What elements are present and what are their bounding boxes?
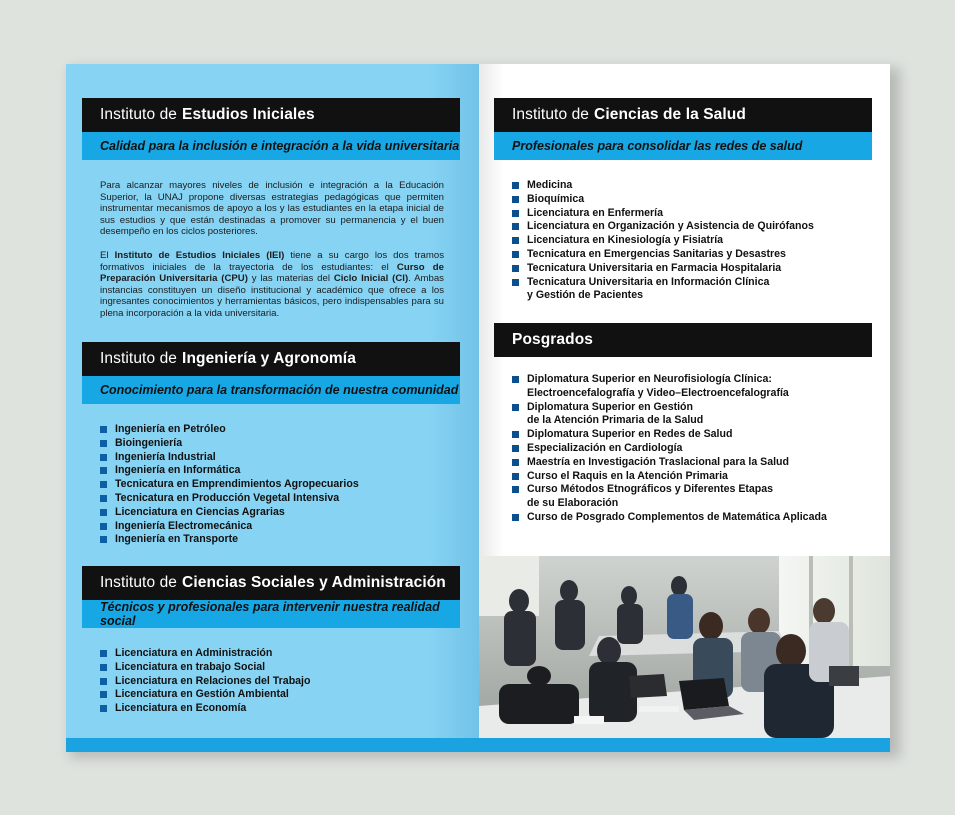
list-item: Maestría en Investigación Traslacional para la Salud bbox=[512, 456, 882, 470]
list-item: Licenciatura en trabajo Social bbox=[100, 661, 450, 675]
bullet-square-icon bbox=[100, 495, 107, 502]
bullet-square-icon bbox=[512, 445, 519, 452]
ingenieria-header bbox=[82, 342, 460, 376]
bullet-square-icon bbox=[100, 523, 107, 530]
list-item-continuation: Electroencefalografía y Video–Electroencefalografía bbox=[527, 386, 789, 399]
list-item: Curso el Raquis en la Atención Primaria bbox=[512, 470, 882, 484]
sociales-section bbox=[82, 566, 460, 628]
bullet-square-icon bbox=[100, 467, 107, 474]
bullet-square-icon bbox=[100, 691, 107, 698]
left-bottom-bar bbox=[66, 738, 479, 752]
bullet-square-icon bbox=[512, 376, 519, 383]
posgrados-list bbox=[512, 373, 882, 525]
list-item: Tecnicatura en Producción Vegetal Intensiva bbox=[100, 492, 450, 506]
bullet-square-icon bbox=[512, 265, 519, 272]
list-item: Curso Métodos Etnográficos y Diferentes Etapas bbox=[512, 483, 882, 497]
list-item: Tecnicatura Universitaria en Información Clínica bbox=[512, 276, 877, 290]
header-title: Estudios Iniciales bbox=[182, 106, 315, 123]
salud-header bbox=[494, 98, 872, 132]
header-title: Ingeniería y Agronomía bbox=[182, 350, 356, 367]
classroom-photo bbox=[479, 556, 890, 738]
bullet-square-icon bbox=[100, 440, 107, 447]
list-item: Licenciatura en Relaciones del Trabajo bbox=[100, 675, 450, 689]
list-item: Tecnicatura en Emergencias Sanitarias y Desastres bbox=[512, 248, 877, 262]
list-item: Medicina bbox=[512, 179, 877, 193]
header-prefix: Instituto de bbox=[100, 350, 178, 367]
list-item: Licenciatura en Kinesiología y Fisiatría bbox=[512, 234, 877, 248]
bullet-square-icon bbox=[512, 486, 519, 493]
estudios-paragraph-2 bbox=[100, 250, 444, 320]
list-item: Diplomatura Superior en Redes de Salud bbox=[512, 428, 882, 442]
header-prefix: Instituto de bbox=[100, 106, 178, 123]
classroom-photo-illustration bbox=[479, 556, 890, 738]
header-prefix: Instituto de bbox=[512, 106, 590, 123]
posgrados-section bbox=[494, 323, 872, 357]
bullet-square-icon bbox=[512, 182, 519, 189]
list-item: Ingeniería Electromecánica bbox=[100, 520, 450, 534]
bullet-square-icon bbox=[512, 473, 519, 480]
ingenieria-subtitle: Conocimiento para la transformación de nuestra comunidad bbox=[82, 376, 460, 404]
right-bottom-bar bbox=[479, 738, 890, 752]
list-item: Tecnicatura en Emprendimientos Agropecuarios bbox=[100, 478, 450, 492]
bullet-square-icon bbox=[512, 514, 519, 521]
brochure-spread bbox=[66, 64, 890, 752]
bullet-square-icon bbox=[100, 454, 107, 461]
bullet-square-icon bbox=[512, 431, 519, 438]
salud-subtitle: Profesionales para consolidar las redes de salud bbox=[494, 132, 872, 160]
list-item: Ingeniería en Petróleo bbox=[100, 423, 450, 437]
p2-bold-ci: Ciclo Inicial (CI) bbox=[333, 273, 409, 285]
sociales-header bbox=[82, 566, 460, 600]
bullet-square-icon bbox=[100, 426, 107, 433]
header-title: Ciencias Sociales y Administración bbox=[182, 574, 446, 591]
p2-text-e: y las materias del bbox=[247, 273, 334, 285]
bullet-square-icon bbox=[100, 509, 107, 516]
bullet-square-icon bbox=[100, 650, 107, 657]
p2-text-c: tiene a su cargo los dos tramos formativos iniciales de la trayectoria de los estudiantes: el bbox=[100, 250, 445, 273]
bullet-square-icon bbox=[100, 536, 107, 543]
sociales-list bbox=[100, 647, 450, 716]
bullet-square-icon bbox=[512, 237, 519, 244]
list-item: Licenciatura en Organización y Asistencia de Quirófanos bbox=[512, 220, 877, 234]
bullet-square-icon bbox=[100, 481, 107, 488]
list-item: Diplomatura Superior en Gestión bbox=[512, 401, 882, 415]
list-item-continuation: y Gestión de Pacientes bbox=[527, 289, 643, 302]
p2-text-a: El bbox=[100, 250, 115, 261]
p2-bold-iei: Instituto de Estudios Iniciales (IEI) bbox=[114, 250, 285, 261]
right-page bbox=[479, 64, 890, 752]
list-item: Bioingeniería bbox=[100, 437, 450, 451]
p2-text-g: . Ambas instancias constituyen un diseño institucional y académico que ofrece a los ingresantes conocimientos y herramientas básicos, pero indispensables para su plena incorporación a la vida universitaria. bbox=[100, 273, 444, 319]
bullet-square-icon bbox=[100, 664, 107, 671]
list-item: Licenciatura en Ciencias Agrarias bbox=[100, 506, 450, 520]
bullet-square-icon bbox=[100, 678, 107, 685]
estudios-iniciales-section bbox=[82, 98, 460, 160]
list-item: Especialización en Cardiología bbox=[512, 442, 882, 456]
bullet-square-icon bbox=[512, 223, 519, 230]
list-item: Tecnicatura Universitaria en Farmacia Hospitalaria bbox=[512, 262, 877, 276]
list-item: Curso de Posgrado Complementos de Matemática Aplicada bbox=[512, 511, 882, 525]
estudios-paragraph-1: Para alcanzar mayores niveles de inclusión e integración a la Educación Superior, la UNAJ propone diversas estrategias pedagógicas que permiten instrumentar mecanismos de apoyo a los y las estudiantes en la etapa inicial de sus estudios y que están destinadas a promover su permanencia y el buen desempeño en los ciclos posteriores. bbox=[100, 180, 444, 238]
bullet-square-icon bbox=[512, 210, 519, 217]
header-prefix: Instituto de bbox=[100, 574, 178, 591]
list-item: Licenciatura en Administración bbox=[100, 647, 450, 661]
list-item: Licenciatura en Enfermería bbox=[512, 207, 877, 221]
left-page bbox=[66, 64, 479, 752]
estudios-iniciales-header bbox=[82, 98, 460, 132]
list-item: Ingeniería en Informática bbox=[100, 464, 450, 478]
bullet-square-icon bbox=[100, 705, 107, 712]
bullet-square-icon bbox=[512, 404, 519, 411]
list-item: Licenciatura en Economía bbox=[100, 702, 450, 716]
list-item: Diplomatura Superior en Neurofisiología Clínica: bbox=[512, 373, 882, 387]
list-item-continuation: de su Elaboración bbox=[527, 497, 619, 510]
list-item: Ingeniería en Transporte bbox=[100, 533, 450, 547]
bullet-square-icon bbox=[512, 196, 519, 203]
list-item: Bioquímica bbox=[512, 193, 877, 207]
posgrados-header: Posgrados bbox=[494, 323, 872, 357]
bullet-square-icon bbox=[512, 251, 519, 258]
list-item: Ingeniería Industrial bbox=[100, 451, 450, 465]
bullet-square-icon bbox=[512, 279, 519, 286]
p2-bold-cpu: Curso de Preparación Universitaria (CPU) bbox=[100, 261, 444, 285]
salud-list bbox=[512, 179, 877, 303]
bullet-square-icon bbox=[512, 459, 519, 466]
ingenieria-section bbox=[82, 342, 460, 404]
sociales-subtitle: Técnicos y profesionales para intervenir nuestra realidad social bbox=[82, 600, 460, 628]
header-title: Ciencias de la Salud bbox=[594, 106, 746, 123]
estudios-iniciales-subtitle: Calidad para la inclusión e integración a la vida universitaria bbox=[82, 132, 460, 160]
list-item: Licenciatura en Gestión Ambiental bbox=[100, 688, 450, 702]
salud-section bbox=[494, 98, 872, 160]
ingenieria-list bbox=[100, 423, 450, 547]
list-item-continuation: de la Atención Primaria de la Salud bbox=[527, 414, 704, 427]
